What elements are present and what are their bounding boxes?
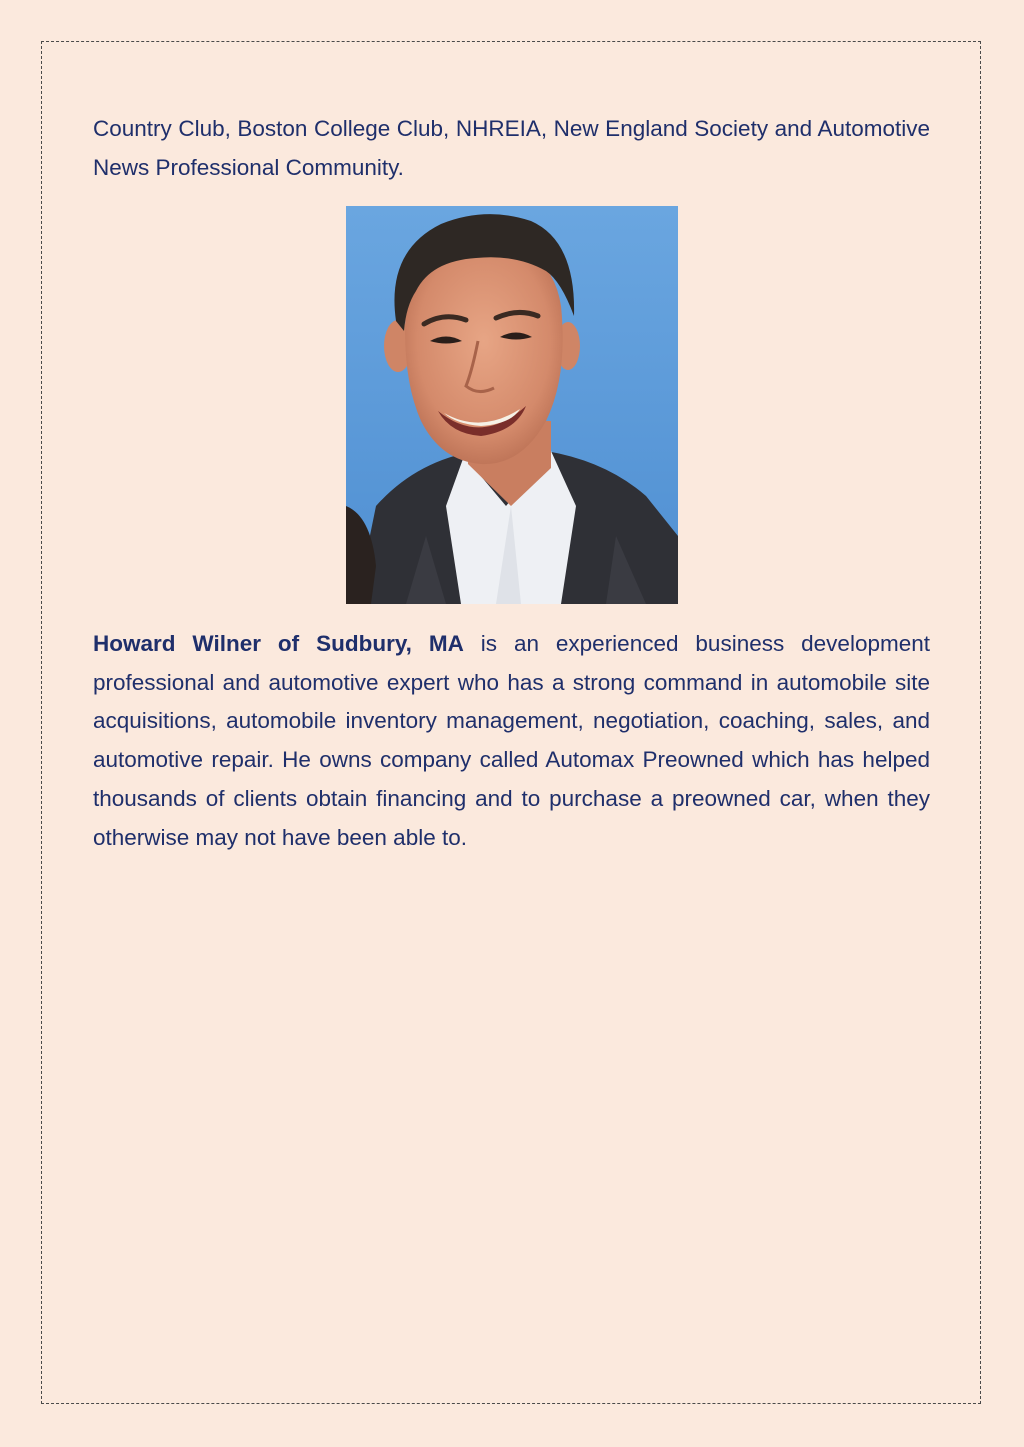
intro-paragraph: Country Club, Boston College Club, NHREIA, New England Society and Automotive News Professional Community. bbox=[93, 116, 930, 180]
bio-name-bold: Howard Wilner of Sudbury, MA bbox=[93, 631, 464, 656]
bio-text: is an experienced business development professional and automotive expert who has a strong command in automobile site acquisitions, automobile inventory management, negotiation, coaching, sales, and automotive repair. He owns company called Automax Preowned which has helped thousands of clients obtain financing and to purchase a preowned car, when they otherwise may not have been able to. bbox=[93, 631, 930, 850]
bio-paragraph bbox=[93, 625, 930, 857]
portrait-photo bbox=[346, 206, 678, 604]
